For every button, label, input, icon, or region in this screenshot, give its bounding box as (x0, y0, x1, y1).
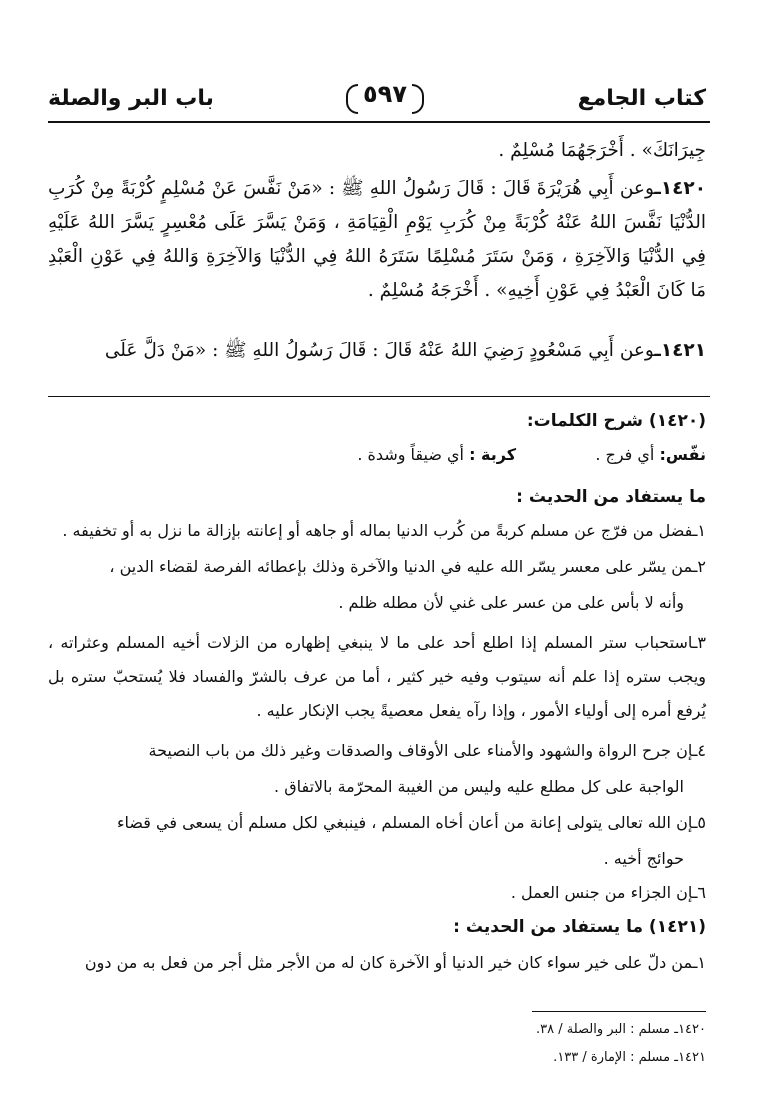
benefit-continuation: الواجبة على كل مطلع عليه وليس من الغيبة المحرّمة بالاتفاق . (274, 777, 684, 796)
word1-term: نفّس: (659, 445, 706, 464)
hadith-1420-text: وعن أَبِي هُرَيْرَةَ قَالَ : قَالَ رَسُولُ اللهِ ﷺ : «مَنْ نَفَّسَ عَنْ مُسْلِمٍ كُرْبَةً مِنْ كُرَبِ الدُّنْيَا نَفَّسَ اللهُ عَنْهُ كُرْبَةً مِنْ كُرَبِ يَوْمِ الْقِيَامَةِ ، وَمَنْ يَسَّرَ عَلَى مُعْسِرٍ يَسَّرَ اللهُ عَلَيْهِ فِي الدُّنْيَا وَالآخِرَةِ ، وَمَنْ سَتَرَ مُسْلِمًا سَتَرَهُ اللهُ فِي الدُّنْيَا وَالآخِرَةِ وَاللهُ فِي عَوْنِ الْعَبْدِ مَا كَانَ الْعَبْدُ فِي عَوْنِ أَخِيهِ» . أَخْرَجَهُ مُسْلِمٌ . (48, 178, 706, 301)
header-rule (48, 121, 710, 123)
word-definitions (48, 440, 706, 474)
benefits-heading: ما يستفاد من الحديث : (516, 487, 706, 507)
benefit-continuation: وأنه لا بأس على من عسر على غني لأن مطله ظلم . (338, 593, 684, 612)
hadith-1420 (48, 172, 706, 308)
benefit-continuation: حوائج أخيه . (603, 849, 684, 868)
benefit-text: فضل من فرّج عن مسلم كربةً من كُرب الدنيا بماله أو جاهه أو إعانته بإزالة ما نزل به أو تخفيفه . (62, 521, 693, 540)
benefit-text: من يسّر على معسر يسّر الله عليه في الدنيا والآخرة وذلك بإعطائه الفرصة لقضاء الدين ، (109, 557, 693, 576)
hadith-1421 (48, 334, 706, 368)
words-heading: (١٤٢٠) شرح الكلمات: (526, 411, 706, 431)
word1-meaning: أي فرج . (595, 445, 660, 464)
benefit-item-5 (48, 808, 706, 874)
word2-meaning: أي ضيقاً وشدة . (357, 445, 470, 464)
footnote-1421: ١٤٢١ـ مسلم : الإمارة / ١٣٣. (553, 1050, 706, 1065)
benefit-number: ٣ـ (692, 633, 706, 652)
benefit-item-6 (48, 878, 706, 908)
benefit-text: إن الجزاء من جنس العمل . (510, 883, 693, 902)
hadith-1421-number: ١٤٢١ـ (654, 340, 706, 361)
word2-term: كربة : (469, 445, 516, 464)
benefit-number: ٦ـ (692, 883, 706, 902)
benefit-item-4 (48, 736, 706, 802)
hadith-continuation: جِيرَانَكَ» . أَخْرَجَهُمَا مُسْلِمٌ . (498, 140, 706, 161)
benefit-number: ١ـ (692, 521, 706, 540)
book-title: كتاب الجامع (577, 86, 706, 111)
benefit-item-2 (48, 552, 706, 618)
hadith-1420-number: ١٤٢٠ـ (654, 178, 706, 199)
benefit-number: ٢ـ (692, 557, 706, 576)
benefit-text: إن الله تعالى يتولى إعانة من أعان أخاه المسلم ، فينبغي لكل مسلم أن يسعى في قضاء (117, 813, 693, 832)
hadith-1421-text: وعن أَبِي مَسْعُودٍ رَضِيَ اللهُ عَنْهُ قَالَ : قَالَ رَسُولُ اللهِ ﷺ : «مَنْ دَلَّ عَلَى (104, 340, 655, 361)
hadith-1421-benefits-heading: (١٤٢١) ما يستفاد من الحديث : (453, 917, 706, 937)
footnote-1420: ١٤٢٠ـ مسلم : البر والصلة / ٣٨. (536, 1022, 706, 1037)
benefit-item-3 (48, 626, 706, 728)
benefit-number: ٥ـ (692, 813, 706, 832)
text-commentary-divider (48, 396, 710, 397)
benefit-text: استحباب ستر المسلم إذا اطلع أحد على ما لا ينبغي إظهاره من الزلات أخيه المسلم وعثراته ، ويجب ستره إذا علم أنه سيتوب وفيه خير كثير ، أما من عرف بالشرّ والفساد فلا يُستحبّ ستره بل يُرفع أمره إلى أولياء الأمور ، وإذا رآه يفعل معصيةً يجب الإنكار عليه . (48, 633, 706, 720)
benefit-text: إن جرح الرواة والشهود والأمناء على الأوقاف والصدقات وغير ذلك من باب النصيحة (148, 741, 693, 760)
benefit-number: ٤ـ (692, 741, 706, 760)
word-definition-2 (357, 440, 516, 470)
benefit-item-1 (48, 516, 706, 546)
word-definition-1 (595, 440, 706, 470)
page-number: ٥٩٧ (352, 80, 418, 114)
footnote-rule (532, 1011, 706, 1012)
chapter-title: باب البر والصلة (48, 86, 214, 111)
hadith-1421-benefit-1: ١ـمن دلّ على خير سواء كان خير الدنيا أو الآخرة كان له من الأجر مثل أجر من فعل به من دون (84, 953, 706, 972)
